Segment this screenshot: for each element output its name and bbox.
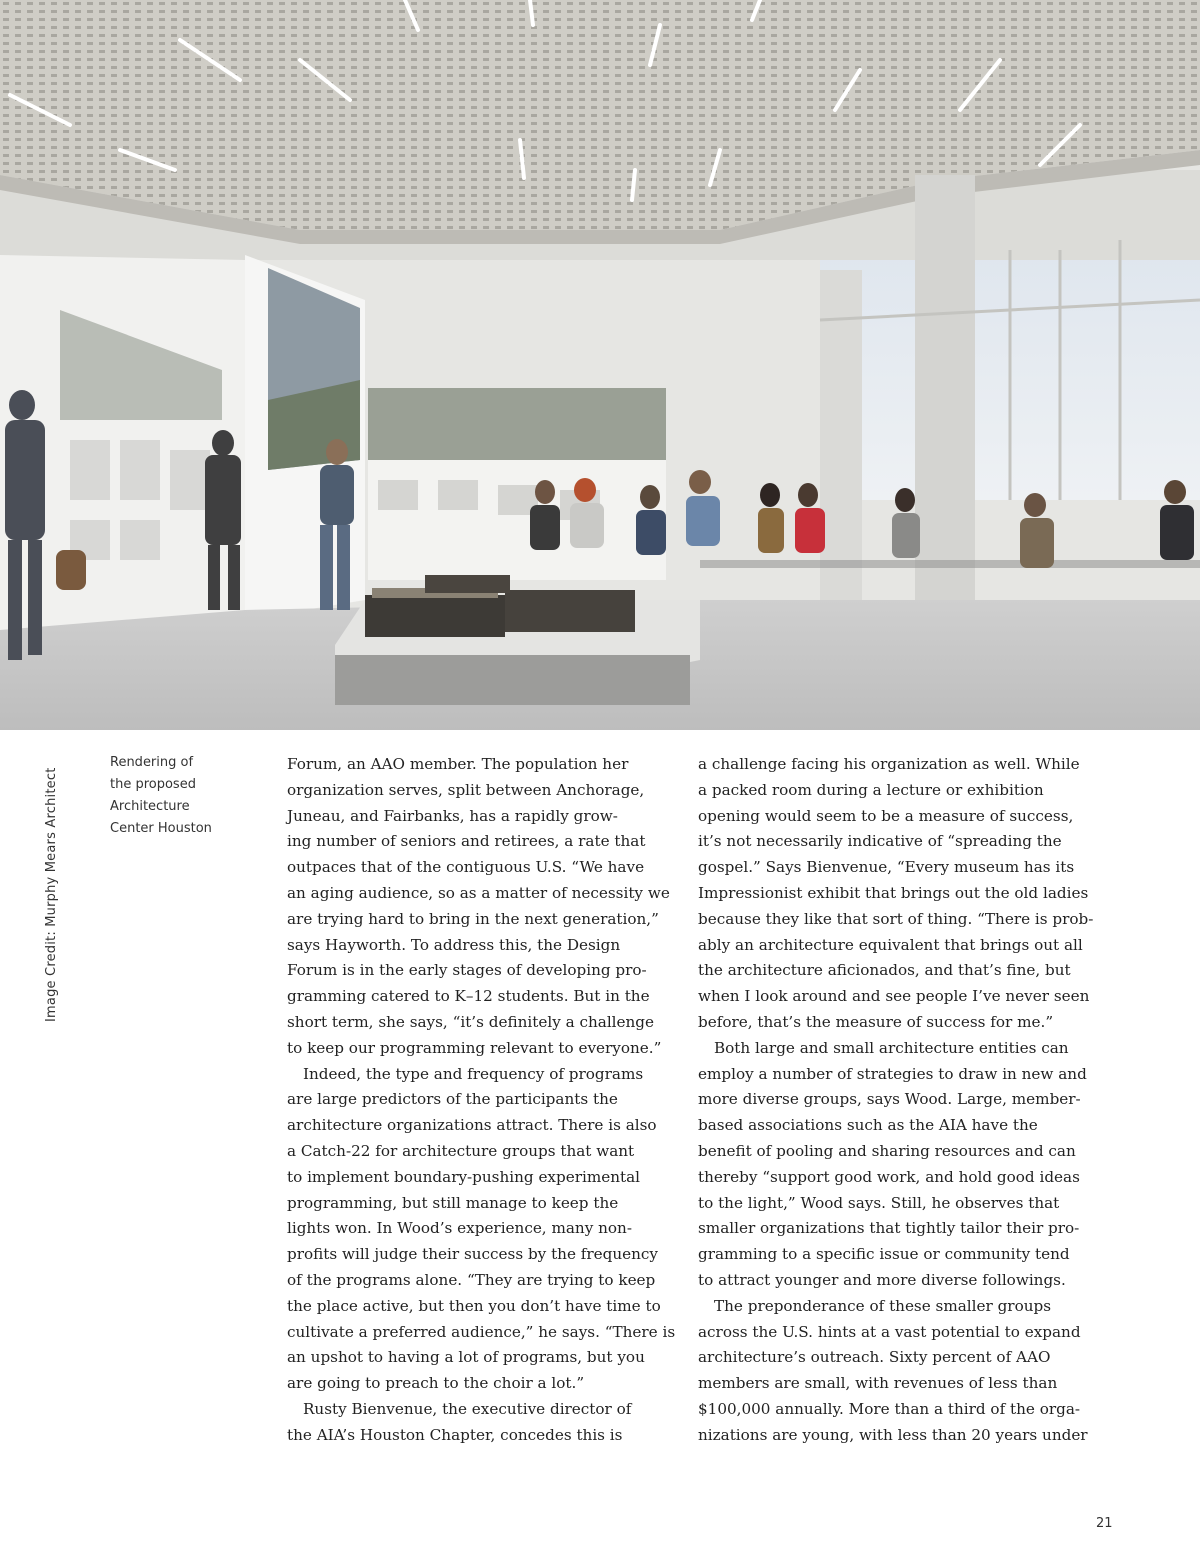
- text-line: members are small, with revenues of less than: [698, 1374, 1058, 1393]
- text-line: because they like that sort of thing. “There is prob-: [698, 909, 1094, 928]
- text-line: ing number of seniors and retirees, a rate that: [287, 832, 646, 851]
- text-line: across the U.S. hints at a vast potential to expand: [698, 1322, 1081, 1341]
- text-line: $100,000 annually. More than a third of the orga-: [698, 1399, 1081, 1418]
- text-line: lights won. In Wood’s experience, many non-: [287, 1219, 632, 1238]
- text-line: says Hayworth. To address this, the Design: [287, 935, 621, 954]
- text-line: to attract younger and more diverse followings.: [698, 1270, 1066, 1289]
- text-line: Indeed, the type and frequency of programs: [303, 1064, 644, 1083]
- text-line: programming, but still manage to keep the: [287, 1193, 619, 1212]
- body-text-column-left: [287, 752, 685, 1449]
- text-line: before, that’s the measure of success for me.”: [698, 1012, 1054, 1031]
- text-line: Forum, an AAO member. The population her: [287, 755, 629, 773]
- text-line: short term, she says, “it’s definitely a challenge: [287, 1012, 655, 1031]
- text-line: of the programs alone. “They are trying to keep: [287, 1270, 656, 1289]
- text-line: are going to preach to the choir a lot.”: [287, 1374, 585, 1393]
- text-line: employ a number of strategies to draw in new and: [698, 1064, 1087, 1083]
- text-line: to implement boundary-pushing experimental: [287, 1167, 641, 1186]
- hero-rendering-image: [0, 0, 1200, 730]
- text-line: The preponderance of these smaller groups: [714, 1296, 1052, 1315]
- text-line: to keep our programming relevant to everyone.”: [287, 1038, 662, 1057]
- text-line: Both large and small architecture entities can: [714, 1038, 1069, 1057]
- text-line: ably an architecture equivalent that brings out all: [698, 935, 1083, 954]
- text-line: organization serves, split between Anchorage,: [287, 780, 645, 799]
- text-line: nizations are young, with less than 20 years under: [698, 1425, 1088, 1444]
- body-text-column-right: [698, 752, 1108, 1449]
- text-line: outpaces that of the contiguous U.S. “We have: [287, 858, 645, 877]
- text-line: when I look around and see people I’ve never seen: [698, 987, 1090, 1006]
- text-line: opening would seem to be a measure of success,: [698, 806, 1074, 825]
- image-caption: [110, 752, 240, 840]
- text-line: gramming to a specific issue or community tend: [698, 1245, 1070, 1264]
- text-line: Forum is in the early stages of developing pro-: [287, 961, 647, 980]
- text-line: smaller organizations that tightly tailor their pro-: [698, 1219, 1080, 1238]
- text-line: Juneau, and Fairbanks, has a rapidly grow-: [287, 806, 618, 825]
- caption-line: the proposed: [110, 777, 196, 792]
- text-line: profits will judge their success by the frequency: [287, 1245, 658, 1264]
- text-line: the place active, but then you don’t have time to: [287, 1296, 661, 1315]
- text-line: an aging audience, so as a matter of necessity we: [287, 883, 670, 902]
- text-line: an upshot to having a lot of programs, but you: [287, 1348, 645, 1367]
- text-line: are large predictors of the participants the: [287, 1090, 618, 1109]
- text-line: gospel.” Says Bienvenue, “Every museum has its: [698, 858, 1075, 877]
- text-line: benefit of pooling and sharing resources and can: [698, 1141, 1076, 1160]
- text-line: it’s not necessarily indicative of “spreading the: [698, 832, 1062, 851]
- text-line: the AIA’s Houston Chapter, concedes this is: [287, 1425, 623, 1444]
- page-number: 21: [1096, 1516, 1113, 1531]
- caption-line: Architecture: [110, 799, 190, 814]
- text-line: architecture’s outreach. Sixty percent of AAO: [698, 1348, 1051, 1367]
- text-line: are trying hard to bring in the next generation,”: [287, 909, 659, 928]
- text-line: thereby “support good work, and hold good ideas: [698, 1167, 1080, 1186]
- text-line: more diverse groups, says Wood. Large, member-: [698, 1090, 1081, 1109]
- text-line: based associations such as the AIA have the: [698, 1116, 1038, 1135]
- caption-line: Rendering of: [110, 755, 194, 770]
- text-line: cultivate a preferred audience,” he says. “There is: [287, 1322, 676, 1341]
- text-line: Rusty Bienvenue, the executive director of: [303, 1399, 632, 1418]
- text-line: a packed room during a lecture or exhibition: [698, 780, 1044, 799]
- text-line: architecture organizations attract. There is also: [287, 1116, 657, 1135]
- text-line: a challenge facing his organization as well. While: [698, 755, 1080, 773]
- caption-line: Center Houston: [110, 821, 212, 836]
- text-line: the architecture aficionados, and that’s fine, but: [698, 961, 1071, 980]
- text-line: Impressionist exhibit that brings out the old ladies: [698, 883, 1089, 902]
- text-line: a Catch-22 for architecture groups that want: [287, 1141, 635, 1160]
- text-line: gramming catered to K–12 students. But in the: [287, 987, 650, 1006]
- image-credit: Image Credit: Murphy Mears Architect: [44, 767, 59, 1022]
- text-line: to the light,” Wood says. Still, he observes that: [698, 1193, 1060, 1212]
